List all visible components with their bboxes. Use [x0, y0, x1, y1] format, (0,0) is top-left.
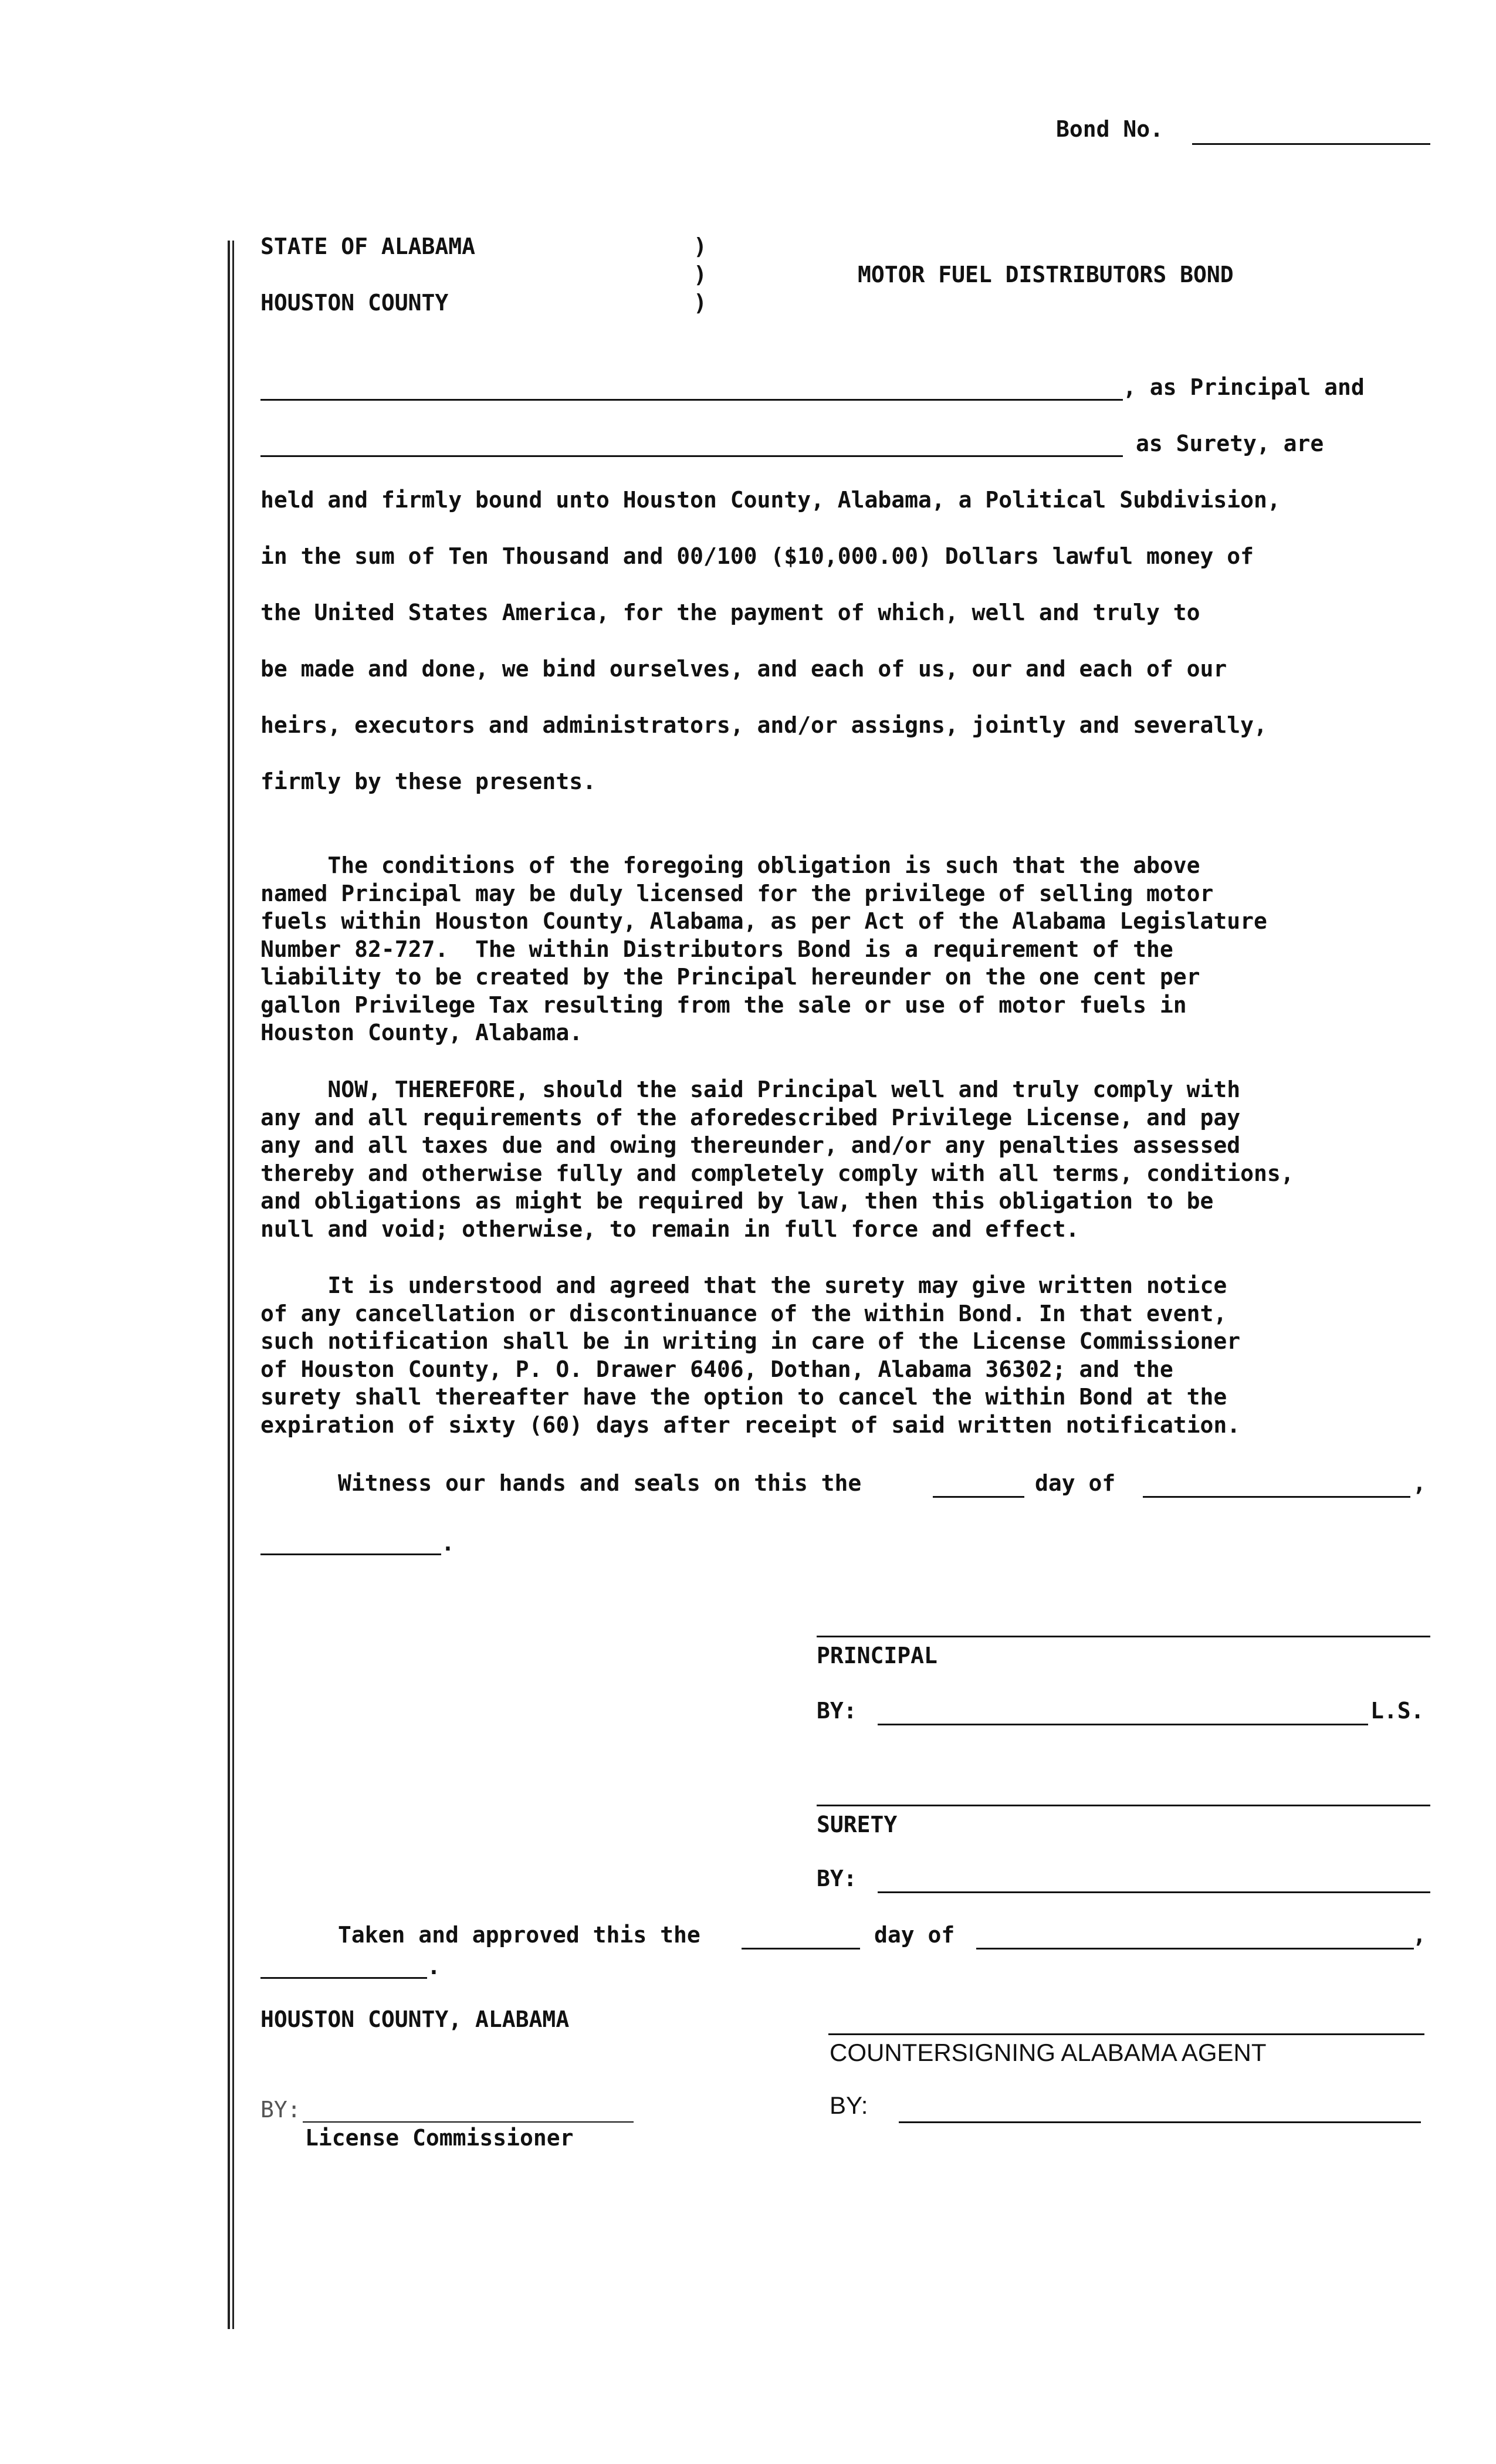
cancellation-paragraph: It is understood and agreed that the surety may give written notice of any cancellation or discontinuance of the within Bond. In that event, such notification shall be in writing in care of the License Commissioner of Houston County, P. O. Drawer 6406, Dothan, Alabama 36302; and the surety shall thereafter have the option to cancel the within Bond at the expiration of sixty (60) days after receipt of said written notification. — [260, 1272, 1241, 1438]
county-block-title: HOUSTON COUNTY, ALABAMA — [260, 2006, 570, 2032]
approval-comma: , — [1413, 1922, 1426, 1948]
caption-paren: ) — [693, 290, 707, 316]
principal-suffix: , as Principal and — [1123, 374, 1365, 400]
bond-no-field[interactable] — [1192, 143, 1430, 145]
county-label: HOUSTON COUNTY — [260, 290, 449, 316]
county-by-label: BY: — [260, 2097, 301, 2123]
caption-paren: ) — [693, 262, 707, 287]
witness-day-field[interactable] — [933, 1496, 1024, 1498]
now-therefore-paragraph: NOW, THEREFORE, should the said Principal well and truly comply with any and all requirements of the aforedescribed Privilege License, and pay any and all taxes due and owing thereunder, and/or any penalties assessed thereby and otherwise fully and completely comply with all terms, conditions, and obligations as might be required by law, then this obligation to be null and void; otherwise, to remain in full force and effect. — [260, 1077, 1294, 1242]
surety-by-label: BY: — [817, 1866, 857, 1891]
agent-by-field[interactable] — [899, 2121, 1421, 2123]
approval-text: Taken and approved this the — [338, 1922, 700, 1948]
approval-year-field[interactable] — [260, 1977, 427, 1979]
commissioner-label: License Commissioner — [305, 2125, 574, 2151]
witness-month-field[interactable] — [1143, 1496, 1410, 1498]
document-title: MOTOR FUEL DISTRIBUTORS BOND — [858, 262, 1234, 287]
principal-signature-field[interactable] — [817, 1636, 1430, 1637]
state-label: STATE OF ALABAMA — [260, 233, 476, 259]
ls-label: L.S. — [1370, 1698, 1424, 1724]
approval-day-of: day of — [874, 1922, 955, 1948]
witness-year-field[interactable] — [260, 1553, 441, 1555]
surety-name-field[interactable] — [260, 455, 1123, 457]
caption-paren: ) — [693, 233, 707, 259]
principal-by-label: BY: — [817, 1698, 857, 1724]
agent-by-label: BY: — [830, 2091, 868, 2119]
surety-by-field[interactable] — [878, 1891, 1430, 1893]
witness-comma: , — [1413, 1470, 1426, 1496]
principal-name-field[interactable] — [260, 399, 1123, 401]
agent-title: COUNTERSIGNING ALABAMA AGENT — [830, 2039, 1267, 2066]
principal-label: PRINCIPAL — [817, 1643, 937, 1668]
agent-signature-field[interactable] — [828, 2033, 1424, 2035]
witness-text: Witness our hands and seals on this the — [338, 1470, 862, 1496]
surety-suffix: as Surety, are — [1136, 431, 1324, 456]
approval-period: . — [427, 1954, 441, 1979]
county-by-field[interactable] — [303, 2121, 634, 2123]
approval-month-field[interactable] — [976, 1948, 1414, 1949]
obligation-line: firmly by these presents. — [260, 769, 596, 794]
conditions-paragraph: The conditions of the foregoing obligation is such that the above named Principal may be duly licensed for the privilege of selling motor fuels within Houston County, Alabama, as per Act of the Alabama Legislature Number 82-727. The within Distributors Bond is a requirement of the liability to be created by the Principal hereunder on the one cent per gallon Privilege Tax resulting from the sale or use of motor fuels in Houston County, Alabama. — [260, 852, 1267, 1045]
obligation-line: held and firmly bound unto Houston County, Alabama, a Political Subdivision, — [260, 487, 1281, 513]
bond-no-label: Bond No. — [1056, 116, 1164, 142]
surety-signature-field[interactable] — [817, 1805, 1430, 1806]
obligation-line: be made and done, we bind ourselves, and each of us, our and each of our — [260, 656, 1227, 682]
witness-day-of: day of — [1035, 1470, 1116, 1496]
margin-bar-inner — [232, 241, 234, 2329]
margin-bar-outer — [228, 241, 230, 2329]
obligation-line: the United States America, for the payment of which, well and truly to — [260, 600, 1200, 625]
witness-period: . — [441, 1530, 455, 1556]
principal-by-field[interactable] — [878, 1724, 1368, 1725]
approval-day-field[interactable] — [742, 1948, 860, 1949]
surety-label: SURETY — [817, 1812, 898, 1837]
obligation-line: heirs, executors and administrators, and/or assigns, jointly and severally, — [260, 712, 1267, 738]
obligation-line: in the sum of Ten Thousand and 00/100 ($10,000.00) Dollars lawful money of — [260, 543, 1254, 569]
